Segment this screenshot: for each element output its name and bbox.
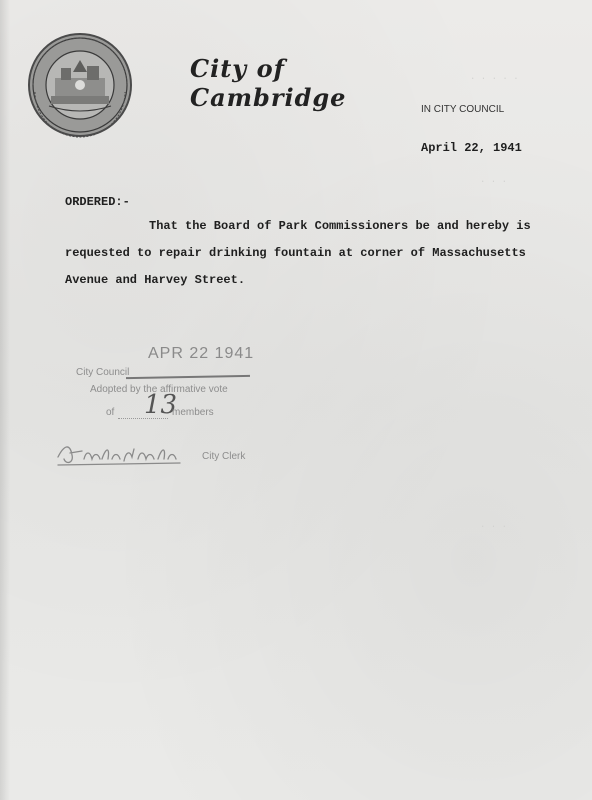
paper-edge-shadow <box>0 0 10 800</box>
bleed-through-mark: . . . . . <box>470 72 519 82</box>
letterhead-title: City of Cambridge <box>190 54 347 112</box>
stamp-underline <box>126 375 250 379</box>
bleed-through-mark: . . . <box>480 520 508 530</box>
council-stamp <box>60 340 320 470</box>
stamp-council-label: City Council <box>76 367 130 378</box>
stamp-of-label: of <box>106 407 115 418</box>
order-line: That the Board of Park Commissioners be and hereby is <box>149 219 531 233</box>
stamp-clerk-label: City Clerk <box>202 451 246 462</box>
order-line: Avenue and Harvey Street. <box>65 273 246 287</box>
stamp-date: APR 22 1941 <box>148 345 255 362</box>
order-line: requested to repair drinking fountain at corner of Massachusetts <box>65 246 526 260</box>
ordered-label: ORDERED:- <box>65 195 130 209</box>
stamp-members-label: members <box>172 407 214 418</box>
council-heading: IN CITY COUNCIL <box>421 104 505 115</box>
bleed-through-mark: . . . <box>480 175 508 185</box>
order-date: April 22, 1941 <box>421 141 522 155</box>
city-seal <box>27 32 133 138</box>
stamp-member-count: 13 <box>144 390 178 420</box>
stamp-adopted-text: Adopted by the affirmative vote <box>90 384 228 395</box>
clerk-signature <box>54 433 194 473</box>
